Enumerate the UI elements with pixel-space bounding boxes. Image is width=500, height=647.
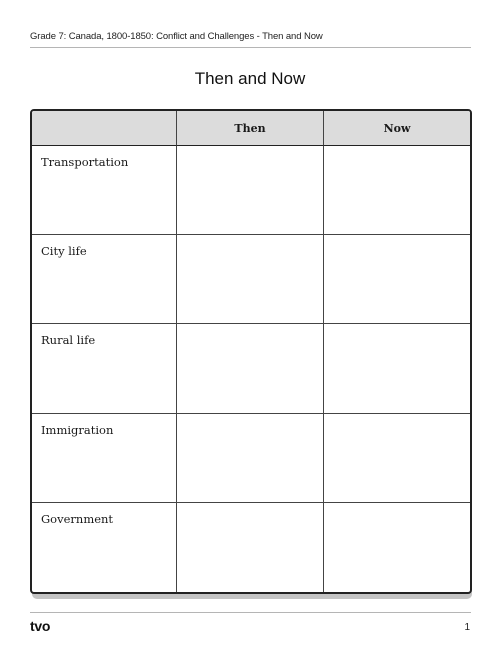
cell-immigration-then[interactable] (177, 414, 324, 503)
row-label-government: Government (32, 503, 177, 592)
cell-government-then[interactable] (177, 503, 324, 592)
cell-transportation-now[interactable] (324, 146, 470, 235)
column-header-now: Now (324, 111, 470, 146)
cell-city-life-then[interactable] (177, 235, 324, 324)
page-title: Then and Now (194, 69, 306, 88)
column-header-blank (32, 111, 177, 146)
row-label-immigration: Immigration (32, 414, 177, 503)
document-header: Grade 7: Canada, 1800-1850: Conflict and Challenges - Then and Now (30, 31, 323, 42)
page-number: 1 (464, 622, 470, 633)
cell-city-life-now[interactable] (324, 235, 470, 324)
column-header-then: Then (177, 111, 324, 146)
row-label-city-life: City life (32, 235, 177, 324)
cell-rural-life-then[interactable] (177, 324, 324, 414)
tvo-logo: tvo (30, 618, 51, 634)
cell-immigration-now[interactable] (324, 414, 470, 503)
footer-divider (30, 612, 471, 613)
row-label-transportation: Transportation (32, 146, 177, 235)
header-divider (30, 47, 471, 48)
cell-government-now[interactable] (324, 503, 470, 592)
cell-rural-life-now[interactable] (324, 324, 470, 414)
row-label-rural-life: Rural life (32, 324, 177, 414)
cell-transportation-then[interactable] (177, 146, 324, 235)
then-and-now-table (30, 109, 472, 594)
